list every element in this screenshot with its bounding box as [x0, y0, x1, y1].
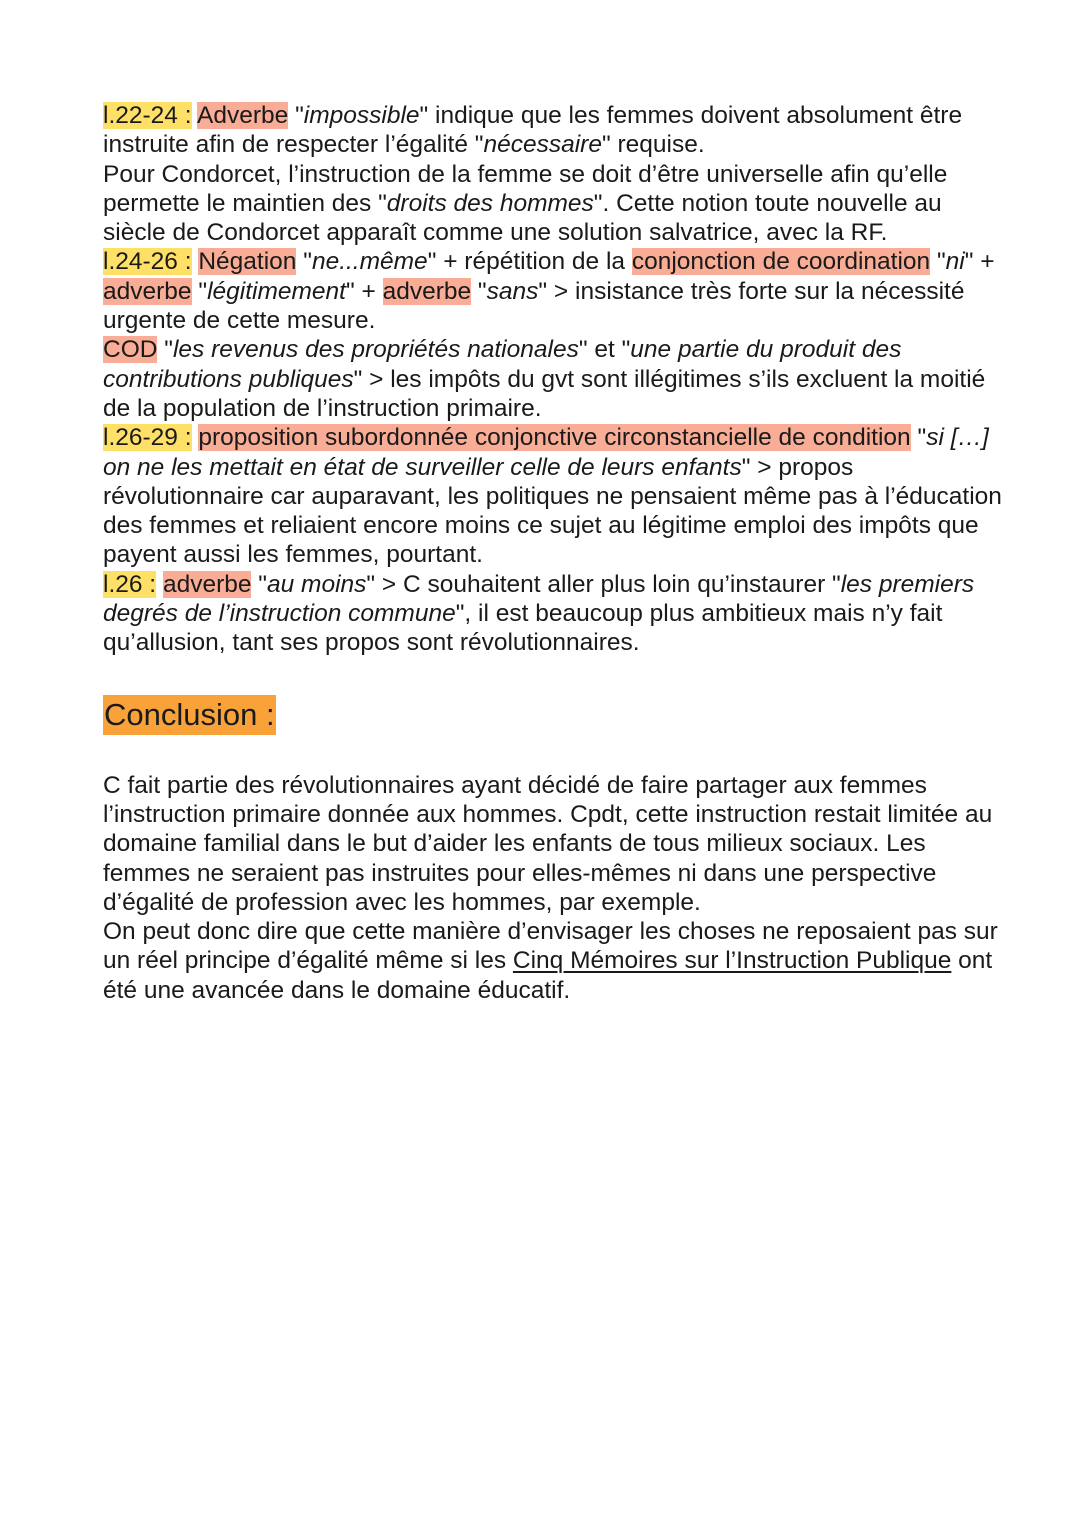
text-run: " indique que les femmes doivent absolument être instruite afin de respecter l’égalité "	[103, 102, 963, 159]
quotation: droits des hommes	[386, 189, 594, 217]
text-run: " > les impôts du gvt sont illégitimes s’ils excluent la moitié de la population de l’instruction primaire.	[103, 365, 986, 422]
conclusion-heading: Conclusion :	[103, 695, 276, 735]
highlighted-term: Adverbe	[197, 102, 289, 129]
highlighted-term: adverbe	[162, 570, 252, 598]
analysis-block	[103, 101, 1003, 247]
text-run: " +	[345, 277, 383, 305]
analysis-text	[103, 248, 995, 421]
underlined-title: Cinq Mémoires sur l’Instruction Publique	[512, 947, 952, 975]
line-reference: l.26 :	[103, 570, 157, 598]
document-page	[103, 101, 1003, 1005]
conclusion-heading-wrap	[103, 695, 1003, 735]
text-run: " et "	[578, 336, 631, 364]
highlighted-term: adverbe	[103, 277, 192, 305]
text-run: " > insistance très forte sur la nécessité urgente de cette mesure.	[103, 277, 965, 335]
text-run: Pour Condorcet, l’instruction de la femme se doit d’être universelle afin qu’elle permette le maintien des "	[103, 160, 948, 217]
text-run: "	[296, 248, 312, 276]
highlighted-term: COD	[103, 336, 158, 364]
text-run: "	[191, 277, 208, 305]
quotation: ni	[945, 248, 965, 276]
quotation: sans	[486, 277, 539, 305]
text-run: " > propos révolutionnaire car auparavant, les politiques ne pensaient même pas à l’éducation des femmes et reliaient encore moins ce sujet au légitime emploi des impôts que payent aussi les femmes, pourtant.	[103, 453, 1002, 569]
analysis-section	[103, 101, 1003, 658]
text-run: ", il est beaucoup plus ambitieux mais n’y fait qu’allusion, tant ses propos sont révolutionnaires.	[103, 600, 943, 657]
analysis-text	[103, 424, 1002, 568]
text-run: ont été une avancée dans le domaine éducatif.	[103, 947, 993, 1004]
text-run: " + répétition de la	[427, 248, 632, 276]
quotation: ne...même	[311, 248, 428, 276]
text-run: "	[471, 277, 487, 305]
text-run: "	[930, 248, 946, 276]
text-run: On peut donc dire que cette manière d’envisager les choses ne reposaient pas sur un réel principe d’égalité même si les	[103, 918, 998, 975]
analysis-block	[103, 570, 1003, 658]
highlighted-term: adverbe	[382, 277, 472, 305]
text-run: ". Cette notion toute nouvelle au siècle de Condorcet apparaît comme une solution salvatrice, avec la RF.	[103, 189, 942, 247]
quotation: légitimement	[207, 277, 346, 305]
line-reference: l.26-29 :	[103, 424, 192, 452]
conclusion-body	[103, 772, 998, 1004]
line-reference: l.22-24 :	[103, 102, 192, 129]
analysis-text	[103, 571, 974, 657]
text-run: "	[157, 336, 173, 364]
quotation: les premiers degrés de l’instruction commune	[103, 570, 975, 628]
highlighted-term: conjonction de coordination	[631, 248, 931, 276]
text-run: "	[910, 424, 927, 452]
highlighted-term: proposition subordonnée conjonctive circonstancielle de condition	[198, 424, 911, 452]
text-run: "	[251, 570, 267, 598]
text-run: " requise.	[601, 131, 705, 159]
line-reference: l.24-26 :	[103, 248, 192, 276]
text-run	[156, 571, 163, 598]
highlighted-term: Négation	[198, 248, 297, 276]
analysis-block	[103, 423, 1003, 569]
conclusion-text	[103, 771, 1003, 1005]
quotation: nécessaire	[483, 131, 602, 159]
quotation: les revenus des propriétés nationales	[172, 336, 579, 364]
text-run: " +	[964, 248, 995, 276]
quotation: une partie du produit des contributions publiques	[103, 336, 902, 393]
text-run: C fait partie des révolutionnaires ayant décidé de faire partager aux femmes l’instruction primaire donnée aux hommes. Cpdt, cette instruction restait limitée au domaine familial dans le but d’aider les enfants de tous milieux sociaux. Les femmes ne seraient pas instruites pour elles-mêmes ni dans une perspective d’égalité de profession avec les hommes, par exemple.	[103, 771, 993, 916]
text-run: "	[288, 102, 304, 129]
analysis-block	[103, 247, 1003, 423]
text-run: " > C souhaitent aller plus loin qu’instaurer "	[366, 570, 841, 598]
quotation: au moins	[267, 570, 367, 598]
analysis-text	[103, 102, 962, 246]
quotation: si […] on ne les mettait en état de surveiller celle de leurs enfants	[103, 424, 989, 481]
quotation: impossible	[303, 102, 420, 129]
